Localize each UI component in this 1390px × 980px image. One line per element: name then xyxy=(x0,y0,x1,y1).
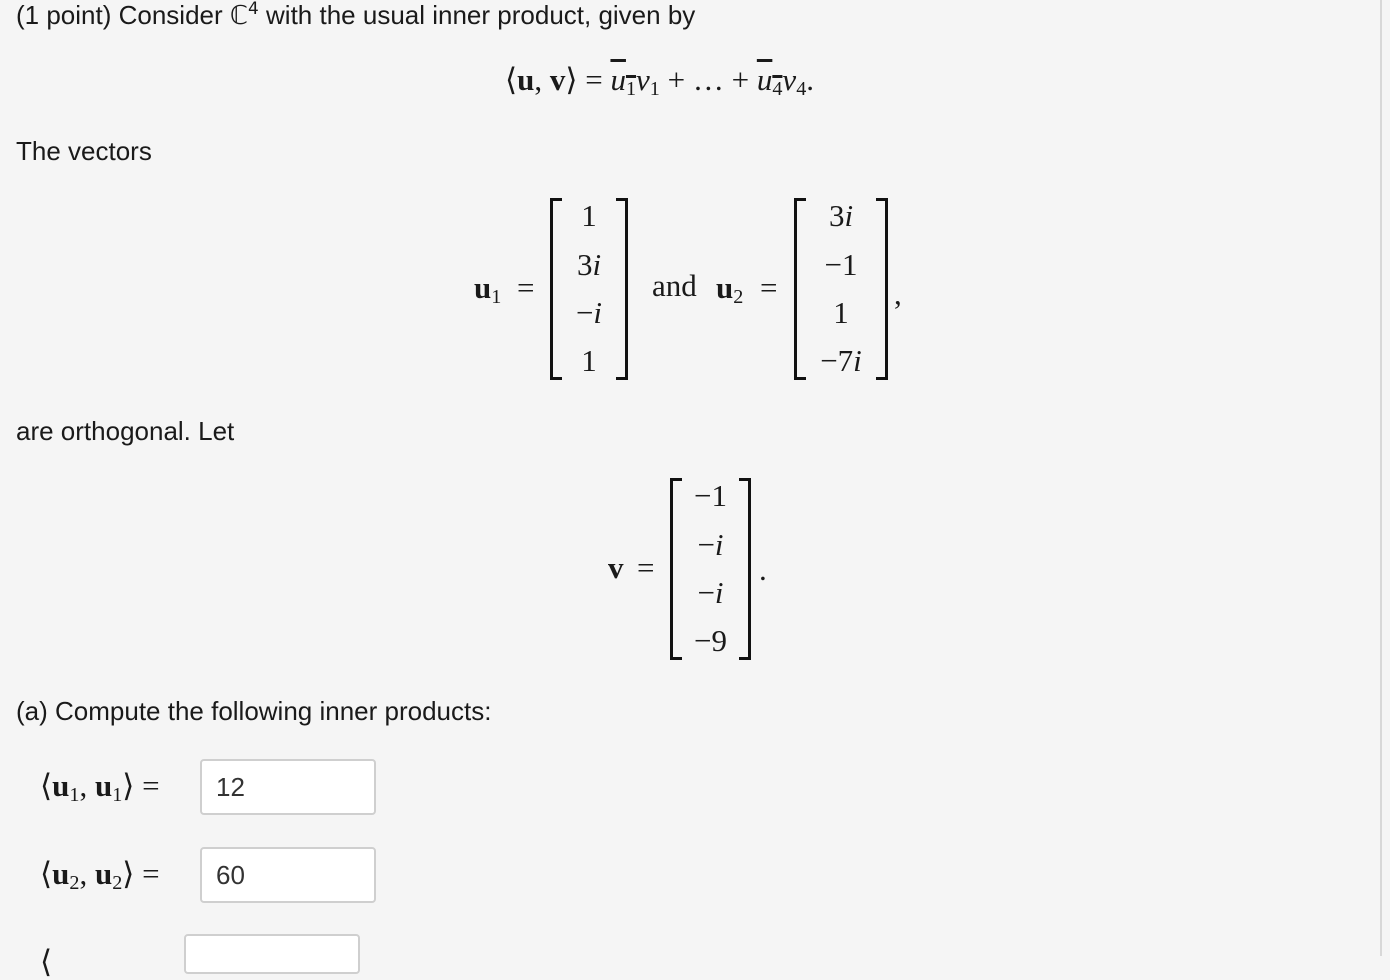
u1-matrix xyxy=(550,198,628,380)
matrix-entry: 3i xyxy=(576,247,602,282)
u1-label: $u_1$ xyxy=(474,270,502,309)
matrix-entry: 1 xyxy=(833,295,849,330)
v-equals: = xyxy=(637,550,655,585)
u1-equals: = xyxy=(517,270,535,305)
scrollbar[interactable] xyxy=(1380,0,1382,956)
matrix-entry: −1 xyxy=(824,247,858,282)
matrix-entry: −1 xyxy=(694,478,727,513)
u2-equals: = xyxy=(760,270,778,305)
v-period: . xyxy=(759,552,767,587)
answer-input-u2-u2[interactable] xyxy=(200,847,376,903)
intro-line xyxy=(16,0,695,31)
inner-product-label-3: ⟨ xyxy=(40,944,53,979)
inner-product-label-2: $⟨u_2$, $u_2⟩$ = xyxy=(40,856,160,895)
answer-input-partial[interactable] xyxy=(184,934,360,974)
and-text: and xyxy=(652,268,697,303)
inner-product-label-1: $⟨u_1$, $u_1⟩$ = xyxy=(40,768,160,807)
u2-comma: , xyxy=(894,276,902,311)
u2-matrix xyxy=(794,198,888,380)
matrix-entry: −i xyxy=(697,575,724,610)
intro-prefix: (1 point) Consider xyxy=(16,0,223,30)
matrix-entry: −i xyxy=(697,527,724,562)
matrix-entry: −i xyxy=(575,295,603,330)
part-a-text: (a) Compute the following inner products: xyxy=(16,696,492,726)
intro-suffix: with the usual inner product, given by xyxy=(266,0,696,30)
answer-input-u1-u1[interactable] xyxy=(200,759,376,815)
orthogonal-text: are orthogonal. Let xyxy=(16,416,235,446)
matrix-entry: 3i xyxy=(828,198,854,233)
matrix-entry: 1 xyxy=(581,343,597,378)
v-label: v xyxy=(608,550,624,585)
inner-product-formula: ⟨u, v⟩ = $u_1v_1$ + … + $u_4v_4$. xyxy=(505,62,815,101)
matrix-entry: 1 xyxy=(581,198,597,233)
matrix-entry: −7i xyxy=(820,343,862,378)
v-matrix xyxy=(670,478,751,660)
space-symbol: ℂ$^4$ xyxy=(229,0,259,31)
u2-label: $u_2$ xyxy=(716,270,744,309)
vectors-text: The vectors xyxy=(16,136,152,166)
matrix-entry: −9 xyxy=(694,623,727,658)
